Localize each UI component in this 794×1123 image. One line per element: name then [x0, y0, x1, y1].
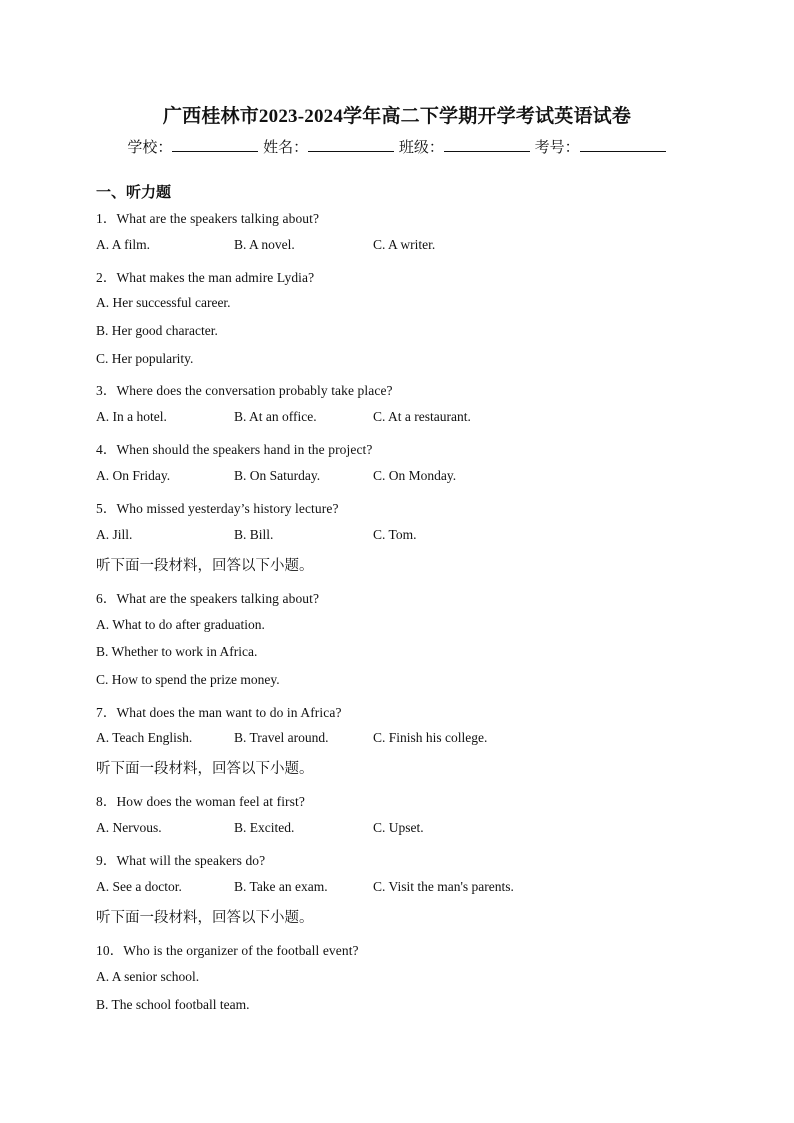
question-4: 4．When should the speakers hand in the project? [96, 442, 373, 457]
q2-option-a: A. Her successful career. [96, 295, 231, 310]
q7-option-b: B. Travel around. [234, 730, 329, 745]
school-blank[interactable] [172, 137, 258, 152]
number-blank[interactable] [580, 137, 666, 152]
q9-option-b: B. Take an exam. [234, 879, 328, 894]
q2-option-c: C. Her popularity. [96, 351, 194, 366]
q6-option-c: C. How to spend the prize money. [96, 672, 280, 687]
q5-option-a: A. Jill. [96, 527, 133, 542]
q9-option-c: C. Visit the man's parents. [373, 879, 514, 894]
section-heading: 一、听力题 [96, 185, 172, 201]
q8-option-c: C. Upset. [373, 820, 424, 835]
name-blank[interactable] [308, 137, 394, 152]
name-label: 姓名： [263, 140, 309, 156]
q8-option-a: A. Nervous. [96, 820, 162, 835]
q4-option-c: C. On Monday. [373, 468, 457, 483]
question-8: 8．How does the woman feel at first? [96, 794, 305, 809]
q8-option-b: B. Excited. [234, 820, 295, 835]
number-label: 考号： [534, 140, 580, 156]
q5-option-b: B. Bill. [234, 527, 274, 542]
q3-option-c: C. At a restaurant. [373, 409, 471, 424]
question-2: 2．What makes the man admire Lydia? [96, 270, 315, 285]
question-6: 6．What are the speakers talking about? [96, 591, 320, 606]
q3-option-b: B. At an office. [234, 409, 317, 424]
student-info-row [0, 136, 794, 157]
q1-option-a: A. A film. [96, 237, 151, 252]
q7-option-c: C. Finish his college. [373, 730, 488, 745]
q9-option-a: A. See a doctor. [96, 879, 182, 894]
listening-instruction: 听下面一段材料，回答以下小题。 [96, 761, 314, 777]
q10-option-b: B. The school football team. [96, 997, 250, 1012]
question-1: 1．What are the speakers talking about? [96, 211, 320, 226]
q4-option-a: A. On Friday. [96, 468, 171, 483]
q7-option-a: A. Teach English. [96, 730, 193, 745]
q6-option-b: B. Whether to work in Africa. [96, 644, 258, 659]
exam-title: 广西桂林市2023-2024学年高二下学期开学考试英语试卷 [162, 106, 632, 127]
q1-option-c: C. A writer. [373, 237, 436, 252]
question-9: 9．What will the speakers do? [96, 853, 266, 868]
q3-option-a: A. In a hotel. [96, 409, 167, 424]
question-7: 7．What does the man want to do in Africa? [96, 705, 342, 720]
class-blank[interactable] [444, 137, 530, 152]
question-3: 3．Where does the conversation probably take place? [96, 383, 393, 398]
school-label: 学校： [127, 140, 173, 156]
q2-option-b: B. Her good character. [96, 323, 218, 338]
listening-instruction: 听下面一段材料，回答以下小题。 [96, 910, 314, 926]
class-label: 班级： [398, 140, 444, 156]
q5-option-c: C. Tom. [373, 527, 417, 542]
q1-option-b: B. A novel. [234, 237, 295, 252]
q4-option-b: B. On Saturday. [234, 468, 321, 483]
question-5: 5．Who missed yesterday’s history lecture? [96, 501, 339, 516]
listening-instruction: 听下面一段材料，回答以下小题。 [96, 558, 314, 574]
q6-option-a: A. What to do after graduation. [96, 617, 265, 632]
question-10: 10．Who is the organizer of the football event? [96, 943, 359, 958]
q10-option-a: A. A senior school. [96, 969, 200, 984]
